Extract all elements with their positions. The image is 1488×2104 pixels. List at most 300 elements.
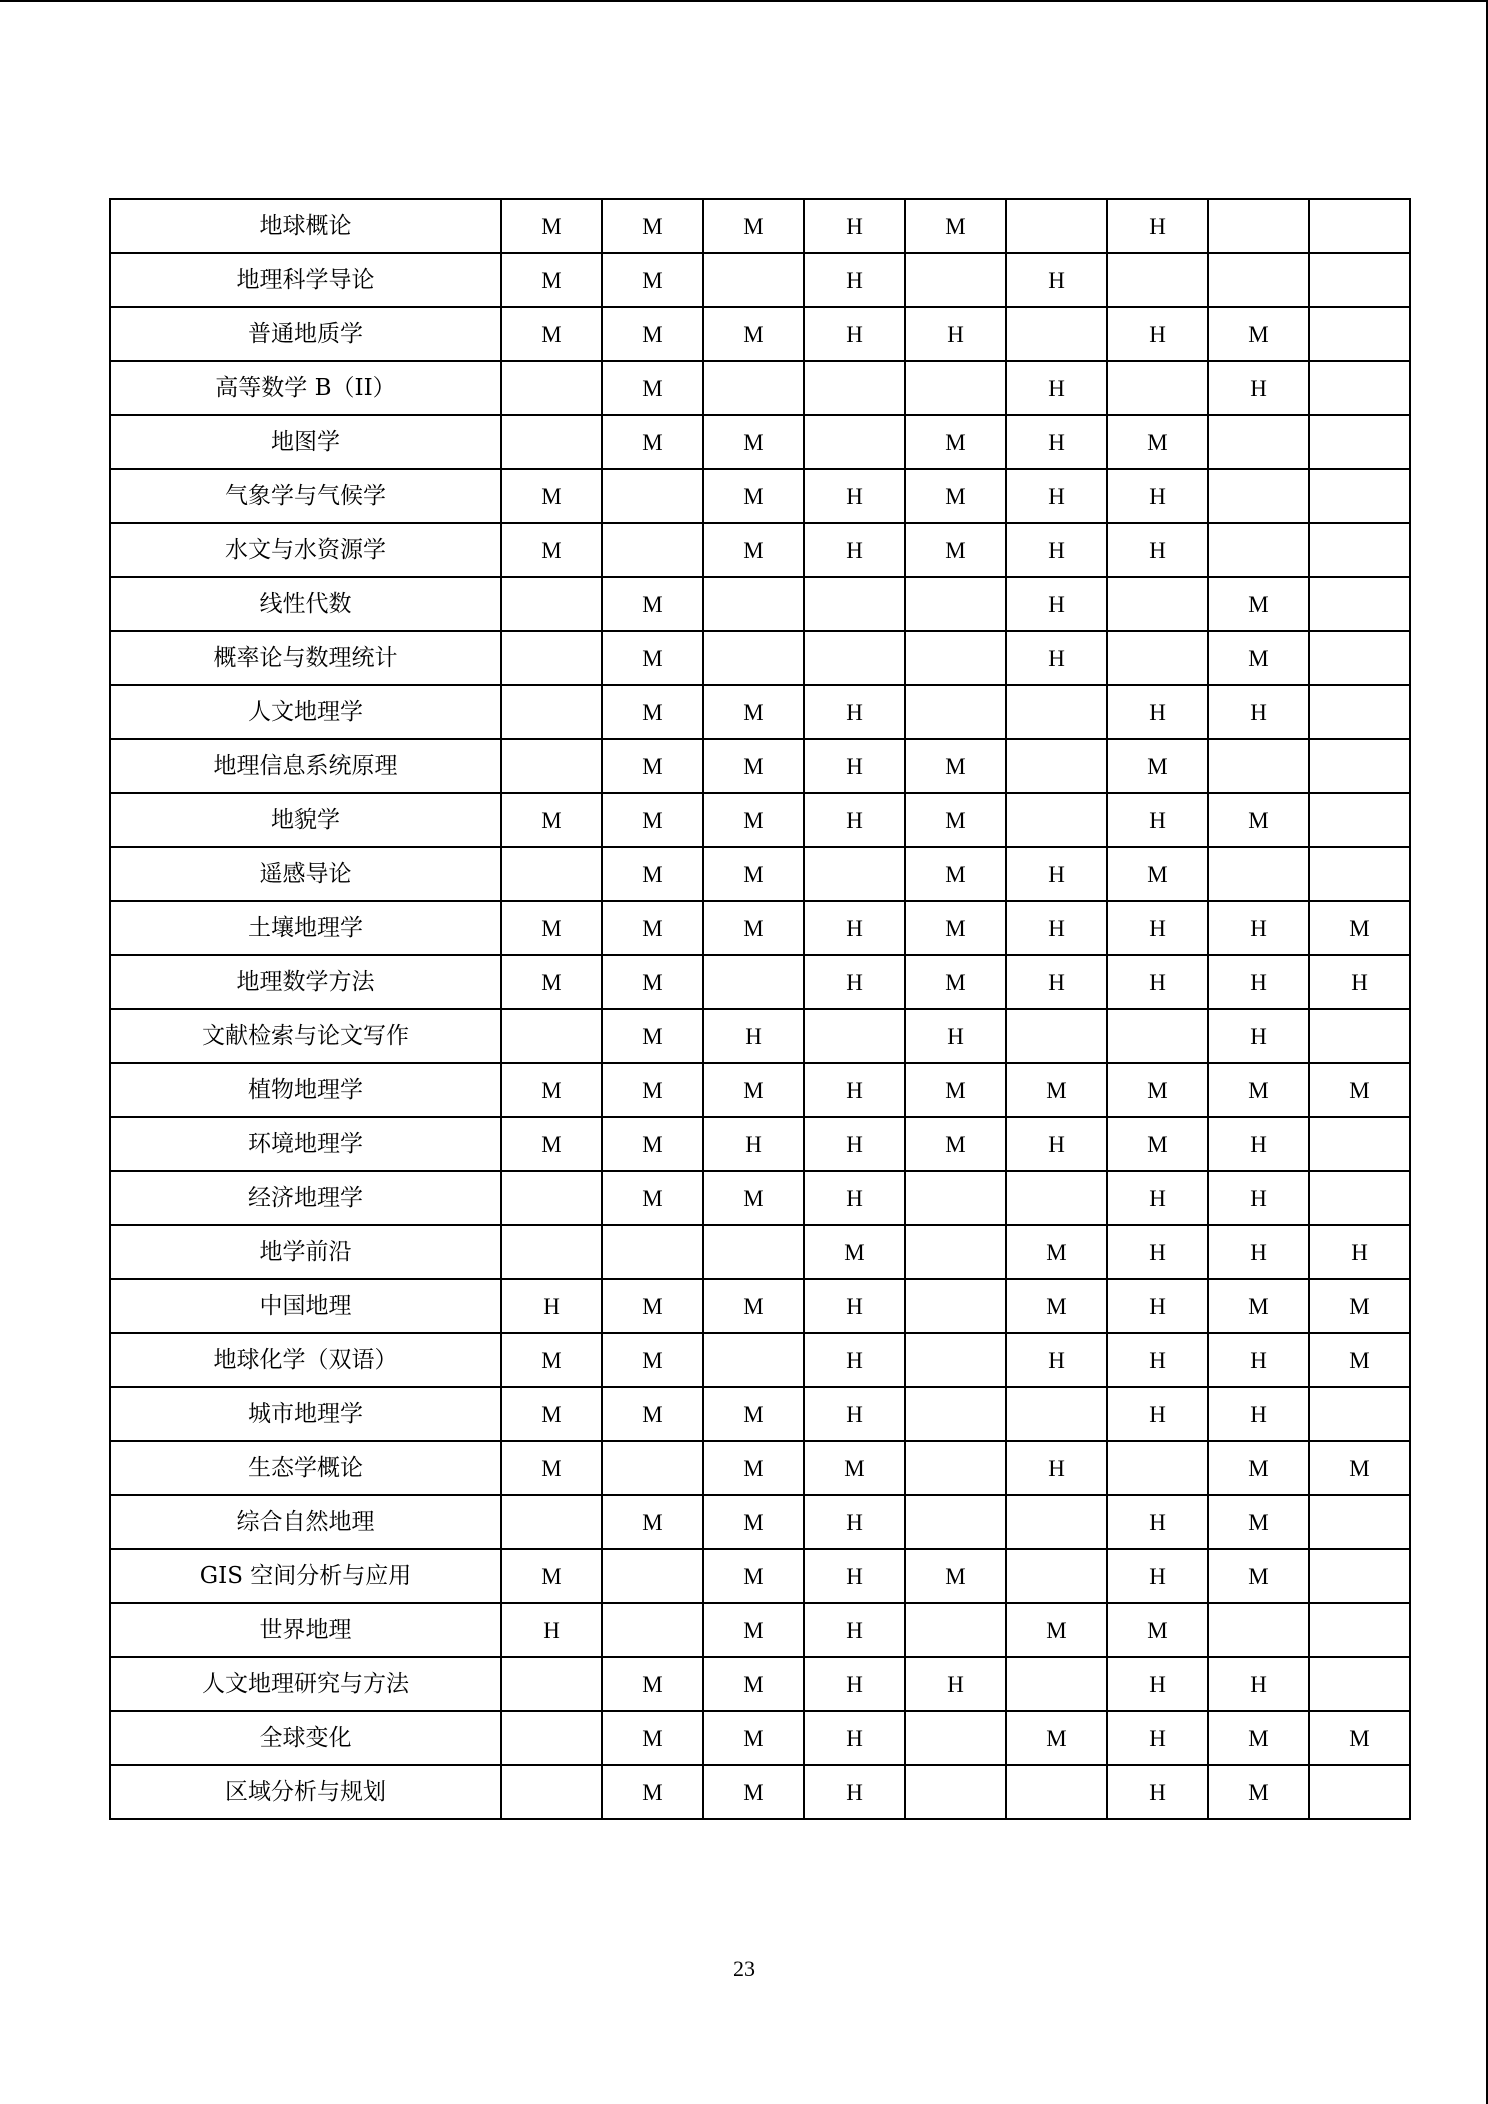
course-name-cell: 中国地理 — [110, 1279, 501, 1333]
support-level-cell — [804, 577, 905, 631]
support-level-cell — [804, 361, 905, 415]
support-level-cell: M — [703, 1387, 804, 1441]
support-level-cell: H — [1208, 1225, 1309, 1279]
table-row — [110, 1495, 1410, 1549]
support-level-cell — [1006, 1171, 1107, 1225]
support-level-cell — [1107, 1009, 1208, 1063]
support-level-cell: M — [602, 1009, 703, 1063]
support-level-cell: M — [905, 793, 1006, 847]
support-level-cell: M — [905, 415, 1006, 469]
support-level-cell — [501, 1009, 602, 1063]
support-level-cell — [1208, 1603, 1309, 1657]
support-level-cell: M — [602, 739, 703, 793]
support-level-cell: H — [804, 523, 905, 577]
support-level-cell: M — [703, 847, 804, 901]
support-level-cell: H — [804, 685, 905, 739]
support-level-cell — [1309, 469, 1410, 523]
table-row — [110, 1711, 1410, 1765]
support-level-cell — [703, 361, 804, 415]
support-level-cell — [1208, 469, 1309, 523]
support-level-cell — [1309, 685, 1410, 739]
support-level-cell — [1309, 199, 1410, 253]
course-name-cell: 地理信息系统原理 — [110, 739, 501, 793]
support-level-cell — [905, 1765, 1006, 1819]
support-level-cell — [1309, 1117, 1410, 1171]
support-level-cell — [1309, 523, 1410, 577]
support-level-cell — [703, 631, 804, 685]
support-level-cell — [1208, 415, 1309, 469]
support-level-cell: H — [804, 793, 905, 847]
support-level-cell: H — [1107, 1711, 1208, 1765]
support-level-cell: H — [703, 1009, 804, 1063]
support-level-cell: H — [1309, 1225, 1410, 1279]
support-level-cell — [905, 361, 1006, 415]
support-level-cell — [501, 415, 602, 469]
table-row — [110, 415, 1410, 469]
support-level-cell: M — [602, 253, 703, 307]
support-level-cell: H — [804, 1549, 905, 1603]
table-row — [110, 469, 1410, 523]
support-level-cell: M — [1208, 1711, 1309, 1765]
course-name-cell: 地球概论 — [110, 199, 501, 253]
support-level-cell: M — [703, 1495, 804, 1549]
table-row — [110, 1171, 1410, 1225]
table-row — [110, 1333, 1410, 1387]
course-name-cell: 气象学与气候学 — [110, 469, 501, 523]
support-level-cell — [501, 1657, 602, 1711]
table-row — [110, 1063, 1410, 1117]
page-number: 23 — [733, 1956, 755, 1981]
course-name-cell: 全球变化 — [110, 1711, 501, 1765]
support-level-cell: M — [703, 685, 804, 739]
support-level-cell: M — [1107, 739, 1208, 793]
support-level-cell — [905, 1171, 1006, 1225]
table-row — [110, 1657, 1410, 1711]
support-level-cell — [905, 1387, 1006, 1441]
support-level-cell — [1208, 199, 1309, 253]
course-name-cell: 概率论与数理统计 — [110, 631, 501, 685]
support-level-cell: M — [501, 1333, 602, 1387]
support-level-cell — [602, 523, 703, 577]
support-level-cell: M — [703, 739, 804, 793]
support-level-cell: M — [1309, 901, 1410, 955]
table-row — [110, 1279, 1410, 1333]
support-level-cell — [1309, 253, 1410, 307]
support-level-cell — [804, 847, 905, 901]
support-level-cell: M — [602, 1063, 703, 1117]
support-level-cell: H — [1107, 1171, 1208, 1225]
support-level-cell: M — [1107, 1603, 1208, 1657]
support-level-cell: M — [602, 1657, 703, 1711]
table-row — [110, 1387, 1410, 1441]
support-level-cell: M — [1006, 1279, 1107, 1333]
support-level-cell: M — [1107, 847, 1208, 901]
support-level-cell: H — [804, 1765, 905, 1819]
support-level-cell — [1006, 739, 1107, 793]
table-row — [110, 361, 1410, 415]
support-level-cell: M — [1006, 1603, 1107, 1657]
support-level-cell — [1107, 361, 1208, 415]
course-name-cell: 生态学概论 — [110, 1441, 501, 1495]
support-level-cell — [804, 631, 905, 685]
support-level-cell: M — [602, 1711, 703, 1765]
support-level-cell — [501, 361, 602, 415]
support-level-cell: M — [905, 469, 1006, 523]
course-name-cell: 遥感导论 — [110, 847, 501, 901]
support-level-cell: H — [1107, 1657, 1208, 1711]
support-level-cell: H — [905, 1657, 1006, 1711]
support-level-cell: H — [804, 1711, 905, 1765]
support-level-cell: M — [602, 1495, 703, 1549]
support-level-cell — [1309, 307, 1410, 361]
support-level-cell — [1309, 1387, 1410, 1441]
support-level-cell: M — [1107, 1063, 1208, 1117]
support-level-cell: H — [1107, 901, 1208, 955]
table-row — [110, 739, 1410, 793]
support-level-cell: H — [804, 1603, 905, 1657]
support-level-cell: M — [905, 199, 1006, 253]
support-level-cell: H — [804, 253, 905, 307]
table-row — [110, 793, 1410, 847]
course-name-cell: 人文地理研究与方法 — [110, 1657, 501, 1711]
support-level-cell — [804, 415, 905, 469]
support-level-cell — [1006, 685, 1107, 739]
support-level-cell: H — [804, 1063, 905, 1117]
support-level-cell: H — [1208, 361, 1309, 415]
support-level-cell: M — [602, 1765, 703, 1819]
support-level-cell — [501, 1711, 602, 1765]
support-level-cell — [1309, 415, 1410, 469]
support-level-cell — [905, 1225, 1006, 1279]
support-level-cell: M — [602, 901, 703, 955]
support-level-cell: M — [501, 1387, 602, 1441]
table-row — [110, 523, 1410, 577]
support-level-cell — [905, 1495, 1006, 1549]
support-level-cell: H — [1006, 577, 1107, 631]
course-name-cell: 综合自然地理 — [110, 1495, 501, 1549]
support-level-cell — [602, 469, 703, 523]
support-level-cell: M — [602, 631, 703, 685]
course-name-cell: 地貌学 — [110, 793, 501, 847]
table-row — [110, 1765, 1410, 1819]
support-level-cell: H — [1208, 1387, 1309, 1441]
support-level-cell: M — [905, 847, 1006, 901]
table-row — [110, 685, 1410, 739]
support-level-cell — [1208, 523, 1309, 577]
support-level-cell: H — [1006, 253, 1107, 307]
support-level-cell: M — [703, 523, 804, 577]
course-objective-matrix — [109, 198, 1411, 1820]
support-level-cell — [703, 253, 804, 307]
table-row — [110, 1441, 1410, 1495]
support-level-cell: H — [1208, 1117, 1309, 1171]
support-level-cell — [602, 1603, 703, 1657]
support-level-cell: M — [703, 1549, 804, 1603]
support-level-cell — [1107, 577, 1208, 631]
support-level-cell — [1309, 739, 1410, 793]
support-level-cell: M — [501, 901, 602, 955]
support-level-cell: H — [1208, 1009, 1309, 1063]
table-row — [110, 253, 1410, 307]
course-name-cell: 区域分析与规划 — [110, 1765, 501, 1819]
course-name-cell: 线性代数 — [110, 577, 501, 631]
support-level-cell — [905, 1279, 1006, 1333]
support-level-cell — [1006, 307, 1107, 361]
support-level-cell: M — [501, 523, 602, 577]
support-level-cell: H — [1107, 1225, 1208, 1279]
support-level-cell — [501, 1495, 602, 1549]
support-level-cell: H — [1006, 847, 1107, 901]
support-level-cell — [1006, 1009, 1107, 1063]
support-level-cell — [905, 1441, 1006, 1495]
course-name-cell: 高等数学 B（II） — [110, 361, 501, 415]
support-level-cell — [1309, 1765, 1410, 1819]
support-level-cell: H — [1208, 685, 1309, 739]
support-level-cell — [1309, 847, 1410, 901]
support-level-cell: M — [703, 199, 804, 253]
support-level-cell: M — [1107, 1117, 1208, 1171]
support-level-cell — [602, 1225, 703, 1279]
support-level-cell: M — [1309, 1279, 1410, 1333]
support-level-cell: H — [1208, 1171, 1309, 1225]
course-name-cell: 地球化学（双语） — [110, 1333, 501, 1387]
support-level-cell: M — [804, 1225, 905, 1279]
course-name-cell: 土壤地理学 — [110, 901, 501, 955]
support-level-cell: M — [602, 199, 703, 253]
support-level-cell: M — [501, 199, 602, 253]
support-level-cell: M — [1208, 793, 1309, 847]
support-level-cell — [905, 253, 1006, 307]
support-level-cell — [1006, 199, 1107, 253]
support-level-cell — [1107, 631, 1208, 685]
support-level-cell: H — [501, 1279, 602, 1333]
support-level-cell: M — [905, 739, 1006, 793]
support-level-cell: H — [703, 1117, 804, 1171]
support-level-cell — [1309, 1171, 1410, 1225]
support-level-cell: H — [804, 1333, 905, 1387]
support-level-cell — [905, 577, 1006, 631]
support-level-cell — [703, 955, 804, 1009]
support-level-cell: M — [703, 1657, 804, 1711]
support-level-cell: H — [804, 307, 905, 361]
course-name-cell: 城市地理学 — [110, 1387, 501, 1441]
support-level-cell: M — [602, 955, 703, 1009]
table-row — [110, 1225, 1410, 1279]
support-level-cell: M — [703, 793, 804, 847]
support-level-cell: M — [501, 1117, 602, 1171]
support-level-cell: M — [905, 901, 1006, 955]
support-level-cell: H — [1107, 1549, 1208, 1603]
support-level-cell — [501, 577, 602, 631]
support-level-cell: H — [804, 469, 905, 523]
course-name-cell: 地理科学导论 — [110, 253, 501, 307]
support-level-cell: M — [602, 847, 703, 901]
table-row — [110, 631, 1410, 685]
support-level-cell: M — [703, 1441, 804, 1495]
support-level-cell: M — [602, 1279, 703, 1333]
support-level-cell: H — [905, 1009, 1006, 1063]
support-level-cell — [1006, 1387, 1107, 1441]
support-level-cell: M — [1208, 631, 1309, 685]
support-level-cell: M — [1208, 1279, 1309, 1333]
support-level-cell: M — [1309, 1441, 1410, 1495]
support-level-cell — [1309, 1009, 1410, 1063]
support-level-cell — [1208, 847, 1309, 901]
table-row — [110, 955, 1410, 1009]
support-level-cell: H — [1006, 415, 1107, 469]
support-level-cell — [1309, 1495, 1410, 1549]
support-level-cell: H — [804, 199, 905, 253]
support-level-cell: H — [804, 1387, 905, 1441]
course-name-cell: GIS 空间分析与应用 — [110, 1549, 501, 1603]
support-level-cell — [1107, 253, 1208, 307]
support-level-cell — [1006, 793, 1107, 847]
course-name-cell: 环境地理学 — [110, 1117, 501, 1171]
support-level-cell: M — [501, 469, 602, 523]
support-level-cell: H — [1006, 361, 1107, 415]
support-level-cell: M — [501, 307, 602, 361]
table-row — [110, 901, 1410, 955]
support-level-cell: H — [1006, 523, 1107, 577]
support-level-cell: H — [1107, 685, 1208, 739]
support-level-cell: H — [1107, 955, 1208, 1009]
support-level-cell: H — [1208, 1333, 1309, 1387]
support-level-cell — [1309, 1657, 1410, 1711]
support-level-cell: M — [1208, 1495, 1309, 1549]
support-level-cell: H — [804, 901, 905, 955]
support-level-cell: M — [602, 1387, 703, 1441]
support-level-cell — [804, 1009, 905, 1063]
support-level-cell: M — [1006, 1063, 1107, 1117]
support-level-cell: H — [1006, 901, 1107, 955]
support-level-cell: M — [501, 1549, 602, 1603]
table-row — [110, 307, 1410, 361]
course-name-cell: 地学前沿 — [110, 1225, 501, 1279]
support-level-cell: H — [1107, 1333, 1208, 1387]
support-level-cell — [501, 631, 602, 685]
support-level-cell: M — [703, 415, 804, 469]
course-name-cell: 地理数学方法 — [110, 955, 501, 1009]
support-level-cell: H — [1107, 1387, 1208, 1441]
support-level-cell: M — [602, 1117, 703, 1171]
support-level-cell: M — [804, 1441, 905, 1495]
support-level-cell: H — [1208, 1657, 1309, 1711]
support-level-cell: M — [602, 1171, 703, 1225]
support-level-cell — [703, 1225, 804, 1279]
support-level-cell: H — [905, 307, 1006, 361]
support-level-cell: M — [703, 1171, 804, 1225]
support-level-cell — [1309, 1603, 1410, 1657]
support-level-cell: M — [703, 1603, 804, 1657]
support-level-cell — [1309, 793, 1410, 847]
support-level-cell: M — [703, 1711, 804, 1765]
support-level-cell: M — [1208, 1063, 1309, 1117]
support-level-cell — [905, 1333, 1006, 1387]
support-level-cell: M — [1208, 1549, 1309, 1603]
support-level-cell — [501, 1225, 602, 1279]
support-level-cell — [1006, 1657, 1107, 1711]
support-level-cell: M — [703, 1279, 804, 1333]
course-name-cell: 文献检索与论文写作 — [110, 1009, 501, 1063]
support-level-cell: H — [1006, 631, 1107, 685]
course-name-cell: 人文地理学 — [110, 685, 501, 739]
table-row — [110, 847, 1410, 901]
support-level-cell — [602, 1549, 703, 1603]
support-level-cell: M — [1309, 1063, 1410, 1117]
support-level-cell: H — [804, 1171, 905, 1225]
support-level-cell: M — [1208, 1441, 1309, 1495]
support-level-cell — [905, 1711, 1006, 1765]
support-level-cell: H — [1107, 1279, 1208, 1333]
table-row — [110, 1009, 1410, 1063]
support-level-cell: H — [1208, 901, 1309, 955]
support-level-cell: H — [1107, 307, 1208, 361]
matrix-body — [110, 199, 1410, 1819]
support-level-cell — [1208, 739, 1309, 793]
support-level-cell: H — [1107, 469, 1208, 523]
support-level-cell: H — [1208, 955, 1309, 1009]
support-level-cell — [1107, 1441, 1208, 1495]
support-level-cell — [501, 685, 602, 739]
course-name-cell: 地图学 — [110, 415, 501, 469]
support-level-cell — [1006, 1495, 1107, 1549]
support-level-cell: M — [1208, 577, 1309, 631]
table-row — [110, 577, 1410, 631]
support-level-cell — [1208, 253, 1309, 307]
support-level-cell — [1309, 577, 1410, 631]
support-level-cell: M — [905, 1117, 1006, 1171]
support-level-cell: M — [703, 901, 804, 955]
table-row — [110, 1549, 1410, 1603]
support-level-cell: M — [602, 307, 703, 361]
support-level-cell: H — [1107, 1765, 1208, 1819]
course-name-cell: 水文与水资源学 — [110, 523, 501, 577]
support-level-cell: M — [501, 955, 602, 1009]
support-level-cell: H — [804, 955, 905, 1009]
support-level-cell: M — [602, 1333, 703, 1387]
support-level-cell: M — [1309, 1711, 1410, 1765]
course-name-cell: 普通地质学 — [110, 307, 501, 361]
support-level-cell — [1006, 1765, 1107, 1819]
support-level-cell: H — [1107, 523, 1208, 577]
support-level-cell: H — [1006, 469, 1107, 523]
support-level-cell: M — [501, 1441, 602, 1495]
support-level-cell: M — [905, 955, 1006, 1009]
support-level-cell — [1309, 361, 1410, 415]
support-level-cell: H — [1006, 1117, 1107, 1171]
support-level-cell: M — [602, 793, 703, 847]
support-level-cell — [501, 847, 602, 901]
support-level-cell: H — [1006, 1333, 1107, 1387]
page-top-edge — [0, 0, 1488, 2]
support-level-cell: M — [501, 793, 602, 847]
support-level-cell: M — [602, 685, 703, 739]
support-level-cell: H — [804, 1279, 905, 1333]
support-level-cell: H — [1107, 199, 1208, 253]
support-level-cell — [501, 1171, 602, 1225]
support-level-cell — [905, 685, 1006, 739]
support-level-cell: M — [602, 577, 703, 631]
support-level-cell: M — [703, 307, 804, 361]
support-level-cell: H — [804, 1657, 905, 1711]
table-row — [110, 199, 1410, 253]
table-row — [110, 1117, 1410, 1171]
support-level-cell: H — [1107, 1495, 1208, 1549]
support-level-cell: H — [501, 1603, 602, 1657]
support-level-cell — [703, 577, 804, 631]
support-level-cell: M — [703, 1063, 804, 1117]
course-name-cell: 植物地理学 — [110, 1063, 501, 1117]
